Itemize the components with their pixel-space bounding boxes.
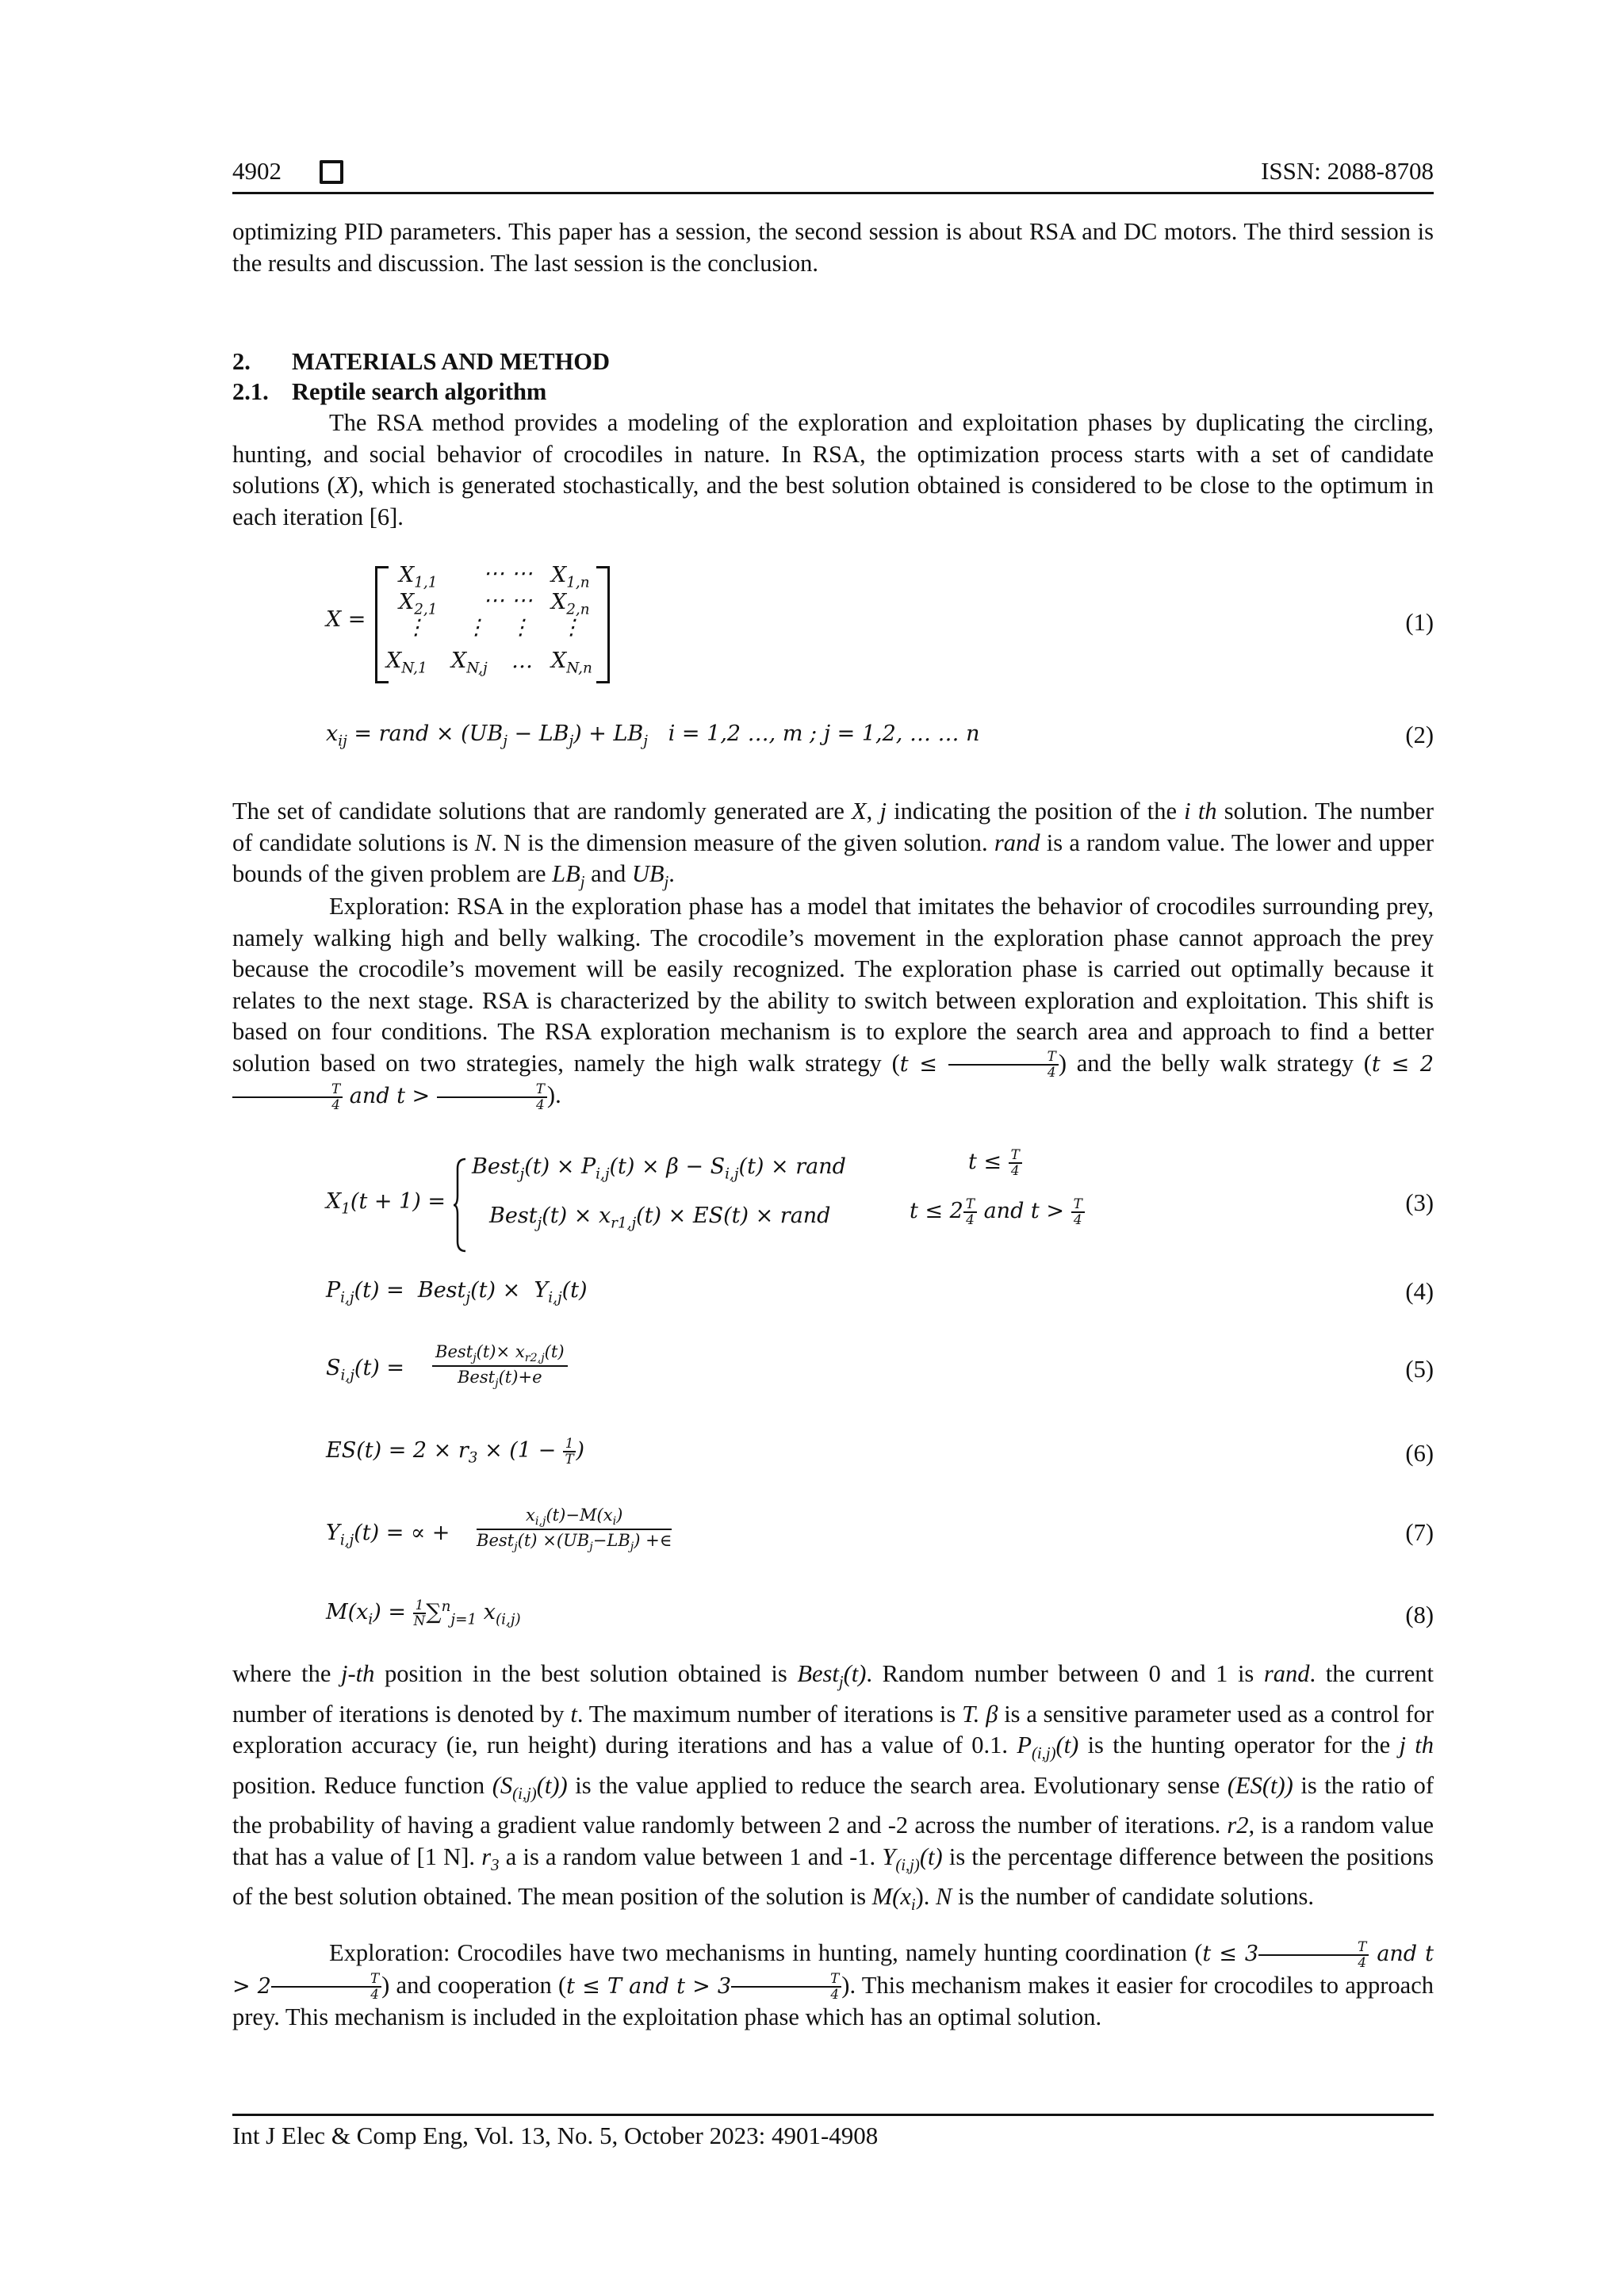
subsection-heading: 2.1. Reptile search algorithm <box>232 378 547 405</box>
equation-4: $P_{i,j}(t)$ = Best$_j$(t) × $Y_{i,j}(t)$ (4) <box>326 1278 1434 1307</box>
brace-icon <box>453 1158 467 1253</box>
page-header <box>232 152 1434 190</box>
square-icon <box>320 160 343 184</box>
header-rule <box>232 192 1434 194</box>
paragraph-exploration: Exploration: RSA in the exploration phase has a model that imitates the behavior of crocodiles surrounding prey, namely walking high and belly walking. The crocodile’s movement in the exploration phase cannot approach the prey because the crocodile’s movement will be easily recognized. The exploration phase is carried out optimally because it relates to the next stage. RSA is characterized by the ability to switch between exploration and exploitation. This shift is based on four conditions. The RSA exploration mechanism is to explore the search area and approach to find a better solution based on two strategies, namely the high walk strategy (t ≤ $\frac{T}{4}$ ) and the belly walk strategy (t ≤ 2 $\frac{T}{4}$ and t > $\frac{T}{4}$ ). <box>232 893 1434 1112</box>
paragraph-rsa-intro: The RSA method provides a modeling of the exploration and exploitation phases by duplicating the circling, hunting, and social behavior of crocodiles in nature. In RSA, the optimization process starts with a set of candidate solutions (X), which is generated stochastically, and the best solution obtained is considered to be close to the optimum in each iteration [6]. <box>232 409 1434 530</box>
equation-7: $Y_{i,j}(t)$ = ∝ + $x_{i,j}(t)-M(x_i)$ Best$_j$(t) $\times(UB_j-LB_j)$ +∈ (7) <box>326 1505 1434 1554</box>
section-heading: 2. MATERIALS AND METHOD <box>232 348 611 375</box>
intro-paragraph: optimizing PID parameters. This paper has a session, the second session is about RSA and DC motors. The third session is the results and discussion. The last session is the conclusion. <box>232 218 1434 277</box>
equation-8: $M(x_i)$ = $\frac{1}{N}$ ∑$^n_{j=1}$ $x_{(i,j)}$ (8) <box>326 1597 1434 1628</box>
equation-6: $ES(t) = 2 \times r_3 \times (1$ − $\frac{1}{T}$ ) (6) <box>326 1435 1434 1467</box>
equation-1: X = $X_{1,1}$ ⋯ ⋯ $X_{1,n}$ $X_{2,1}$ ⋯ ⋯ $X_{2,n}$ ⋮ ⋮ ⋮ ⋮ $X_{N,1}$ $X_{N,j}$ … $X_{N,n}$ (1) <box>326 566 1434 685</box>
matrix: $X_{1,1}$ ⋯ ⋯ $X_{1,n}$ $X_{2,1}$ ⋯ ⋯ $X_{2,n}$ ⋮ ⋮ ⋮ ⋮ $X_{N,1}$ $X_{N,j}$ … $X_{N,n}$ <box>375 566 610 685</box>
page-footer: Int J Elec & Comp Eng, Vol. 13, No. 5, October 2023: 4901-4908 <box>232 2122 879 2149</box>
page <box>232 0 1434 2296</box>
equation-2: $x_{ij}$ = rand × $(UB_j - LB_j) + LB_j$ i = 1,2 …, m ; j = 1,2, … … n (2) <box>326 721 1434 750</box>
paragraph-candidate-solutions: The set of candidate solutions that are randomly generated are X, j indicating the position of the i th solution. The number of candidate solutions is N. N is the dimension measure of the given solution. rand is a random value. The lower and upper bounds of the given problem are $LB_j$ and $UB_j$. <box>232 798 1434 892</box>
page-number: 4902 <box>232 157 282 185</box>
equation-5: $S_{i,j}(t)$ = Best$_j$(t)× $x_{r2,j}(t)$ Best$_j$(t)+e (5) <box>326 1341 1434 1391</box>
paragraph-definitions: where the j-th position in the best solution obtained is Best$_j$(t). Random number between 0 and 1 is rand. the current number of iterations is denoted by t. The maximum number of iterations is T. β is a sensitive parameter used as a control for exploration accuracy (ie, run height) during iterations and has a value of 0.1. $P_{(i,j)}(t)$ is the hunting operator for the j th position. Reduce function $(S_{(i,j)}(t))$ is the value applied to reduce the search area. Evolutionary sense (ES(t)) is the ratio of the probability of having a gradient value randomly between 2 and -2 across the number of iterations. r2, is a random value that has a value of [1 N]. $r_3$ a is a random value between 1 and -1. $Y_{(i,j)}(t)$ is the percentage difference between the positions of the best solution obtained. The mean position of the solution is $M(x_i)$. N is the number of candidate solutions. <box>232 1660 1434 1915</box>
equation-3: $X_1(t + 1)$ = Best$_j$(t) × $P_{i,j}(t) \times \beta - S_{i,j}(t)$ × rand t ≤ $\frac{T}{4}$ Best$_j$(t) × $x_{r1,j}(t) \times ES(t)$ × rand t ≤ 2 $\frac{T}{4}$ and t > $\frac{T}{4}$ (3) <box>326 1154 1434 1257</box>
paragraph-exploitation: Exploration: Crocodiles have two mechanisms in hunting, namely hunting coordination (t ≤ 3 $\frac{T}{4}$ and t > 2 $\frac{T}{4}$ ) and cooperation (t ≤ T and t > 3 $\frac{T}{4}$ ). This mechanism makes it easier for crocodiles to approach prey. This mechanism is included in the exploitation phase which has an optimal solution. <box>232 1938 1434 2030</box>
issn: ISSN: 2088-8708 <box>1261 157 1434 185</box>
footer-rule <box>232 2114 1434 2116</box>
